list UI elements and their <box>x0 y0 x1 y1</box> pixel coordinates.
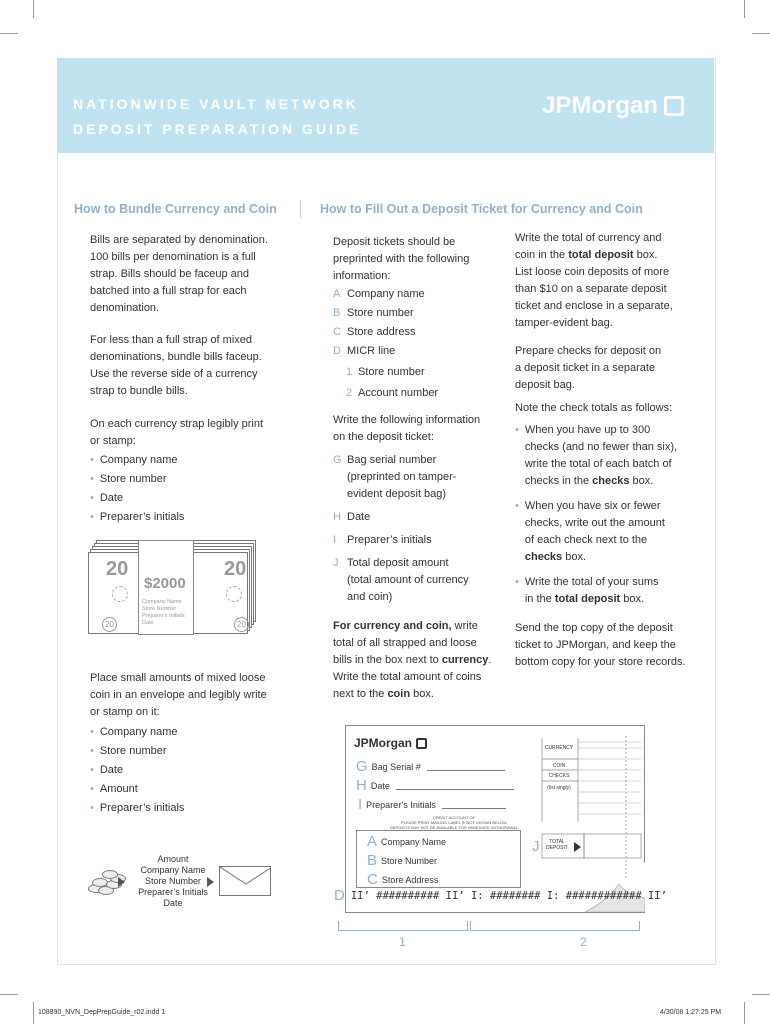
micr-bracket-1 <box>338 921 468 931</box>
total-letter: J <box>532 838 540 855</box>
check-bullets <box>515 422 695 608</box>
micr-line: D II’ ########## II’ I: ######## I: ############ II’ <box>334 887 667 904</box>
check-totals-note: Note the check totals as follows: <box>515 402 673 414</box>
list-item: • Preparer’s initials <box>90 802 185 814</box>
list-item: H Date <box>333 511 371 523</box>
bundle-paragraph-1: Bills are separated by denomination. 100 bills per denomination is a full strap. Bills should be faceup and batched into a full strap for each denomination. <box>90 234 268 314</box>
preparer-initials-field: I Preparer’s Initials <box>358 796 506 813</box>
bag-serial-field: G Bag Serial # <box>356 758 505 775</box>
octagon-logo-icon <box>664 96 684 116</box>
list-item: • Store number <box>90 745 167 757</box>
list-item: • Amount <box>90 783 138 795</box>
micr-bracket-2 <box>470 921 640 931</box>
ticket-notice: CREDIT ACCOUNT OF PLEASE PRINT MAILING LABEL IF NOT SHOWN BELOW DEPOSITS MAY NOT BE AVAILABLE FOR IMMEDIATE WITHDRAWAL <box>389 815 519 830</box>
list-item: • Date <box>90 764 124 776</box>
currency-strap <box>138 540 194 635</box>
list-item: J Total deposit amount (total amount of currency and coin) <box>333 557 469 603</box>
date-field: H Date <box>356 777 514 794</box>
list-item: • When you have up to 300 checks (and no fewer than six), write the total of each batch of checks in the checks box. <box>515 424 678 487</box>
footer-datetime: 4/30/08 1:27:25 PM <box>660 1009 722 1016</box>
coin-box-label: COIN <box>552 763 566 769</box>
strap-amount: $2000 <box>144 575 186 592</box>
currency-bundle-illustration: 20 20 20 20 $2000 Company Name Store Number Preparer’s Initials Date <box>88 540 256 635</box>
title-line-1: NATIONWIDE VAULT NETWORK <box>73 96 359 112</box>
total-deposit-label: TOTAL DEPOSIT <box>546 839 568 851</box>
list-item: • Date <box>90 492 124 504</box>
checks-paragraph: Prepare checks for deposit on a deposit ticket in a separate deposit bag. <box>515 345 662 391</box>
envelope-icon <box>219 866 271 896</box>
brand-name: JPMorgan <box>541 92 658 119</box>
list-item: • Preparer’s initials <box>90 511 185 523</box>
checks-box-label: CHECKS <box>548 773 570 779</box>
arrow-right-icon <box>118 877 125 887</box>
write-instructions: Write the following information on the deposit ticket: <box>333 414 481 443</box>
right-heading: How to Fill Out a Deposit Ticket for Currency and Coin <box>320 202 643 216</box>
list-item: B Store number <box>333 307 414 319</box>
list-item: • When you have six or fewer checks, write out the amount of each check next to the checks box. <box>515 500 665 563</box>
left-heading: How to Bundle Currency and Coin <box>74 202 277 216</box>
micr-marker-2: 2 <box>580 935 587 949</box>
strap-lines: Company Name Store Number Preparer’s Initials Date <box>142 599 185 626</box>
write-list <box>333 452 503 606</box>
currency-box-label: CURRENCY <box>544 745 574 751</box>
total-paragraph: Write the total of currency and coin in the total deposit box. List loose coin deposits of more than $10 on a separate deposit ticket and enclose in a separate, tamper-evident bag. <box>515 232 673 329</box>
list-item: D MICR line <box>333 345 396 357</box>
envelope-label: Amount Company Name Store Number Preparer’s Initials Date <box>138 854 208 908</box>
list-item: I Preparer’s initials <box>333 534 432 546</box>
list-item: A Company name <box>333 288 425 300</box>
strap-list <box>90 451 290 527</box>
preprinted-list <box>333 285 503 361</box>
list-item: • Write the total of your sums in the total deposit box. <box>515 576 659 605</box>
bundle-paragraph-3: On each currency strap legibly print or stamp: <box>90 418 264 447</box>
header-banner <box>57 58 714 153</box>
list-singly-label: (list singly) <box>547 785 571 791</box>
list-item: • Company name <box>90 726 178 738</box>
address-block: A Company Name B Store Number C Store Address <box>356 830 521 888</box>
brand-logo <box>542 92 684 120</box>
coin-paragraph: Place small amounts of mixed loose coin in an envelope and legibly write or stamp on it: <box>90 672 267 718</box>
column-divider <box>300 200 301 218</box>
currency-coin-paragraph: For currency and coin, write total of all strapped and loose bills in the box next to currency. Write the total amount of coins next to the coin box. <box>333 620 492 700</box>
bundle-paragraph-2: For less than a full strap of mixed denominations, bundle bills faceup. Use the reverse side of a currency strap to bundle bills. <box>90 334 262 397</box>
ticket-brand: JPMorgan <box>354 736 427 750</box>
arrow-right-icon <box>207 877 214 887</box>
list-item: • Company name <box>90 454 178 466</box>
list-item: G Bag serial number (preprinted on tamper- evident deposit bag) <box>333 454 457 500</box>
list-item: • Store number <box>90 473 167 485</box>
coin-list <box>90 723 290 818</box>
footer-filename: 108890_NVN_DepPrepGuide_r02.indd 1 <box>38 1009 166 1016</box>
ticket-intro: Deposit tickets should be preprinted with the following information: <box>333 236 470 282</box>
list-item: C Store address <box>333 326 416 338</box>
list-item: 2 Account number <box>346 387 439 399</box>
list-item: 1 Store number <box>346 366 425 378</box>
title-line-2: DEPOSIT PREPARATION GUIDE <box>73 121 362 137</box>
micr-sublist <box>346 362 506 404</box>
micr-marker-1: 1 <box>399 935 406 949</box>
send-copy-paragraph: Send the top copy of the deposit ticket to JPMorgan, and keep the bottom copy for your store records. <box>515 622 686 668</box>
